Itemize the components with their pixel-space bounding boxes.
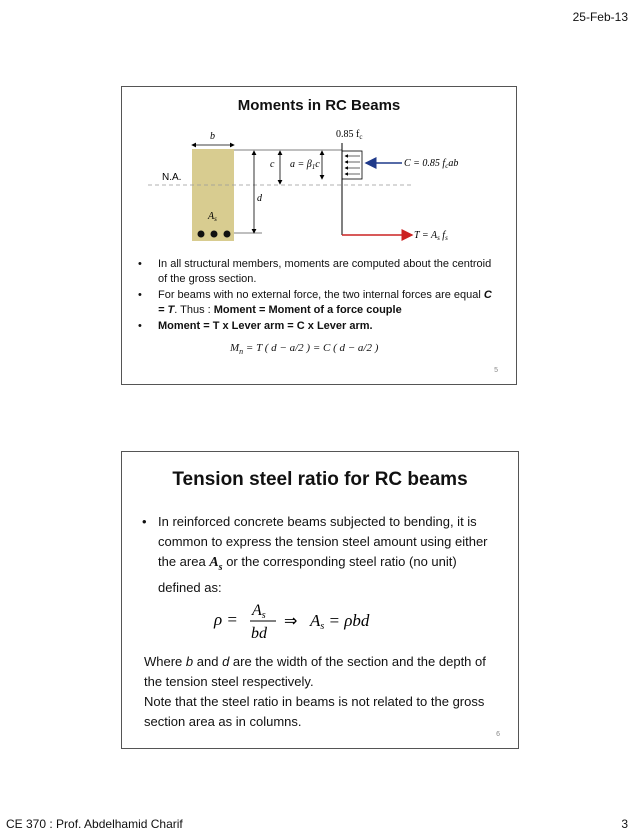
slide2-bullet: • In reinforced concrete beams subjected to bending, it is common to express the tension steel amount using either the area $A_s$ or the corresponding steel ratio (no unit) defined as:	[142, 514, 488, 595]
slide1-title: Moments in RC Beams	[237, 97, 401, 114]
svg-text:⇒: ⇒	[284, 611, 298, 630]
steel-ratio-formula	[212, 599, 432, 648]
fc-label: 0.85 $f_c$	[336, 129, 363, 141]
slide2-title: Tension steel ratio for RC beams	[172, 469, 468, 490]
stress-block	[342, 151, 362, 179]
slide-number: 6	[496, 731, 500, 738]
footer-course: CE 370 : Prof. Abdelhamid Charif	[6, 817, 183, 831]
slide-tension-steel-ratio	[121, 451, 519, 749]
list-item: • For beams with no external force, the two internal forces are equal C = T. Thus : Moment = Moment of a force couple	[138, 289, 492, 316]
a-label: $a = \beta_1c$	[290, 159, 320, 171]
slide-number: 5	[494, 367, 498, 374]
definition-text: Where b and d are the width of the section and the depth of the tension steel respectively.	[144, 654, 486, 689]
c-label: c	[270, 159, 275, 170]
beam-section-diagram	[122, 87, 516, 252]
c-force-label: C = 0.85 $f_cab$	[404, 158, 459, 170]
svg-text:As = ρbd: As = ρbd	[310, 611, 370, 632]
as-label: $A_s$	[208, 211, 217, 223]
moment-formula: $M_n = T$ ( d − a/2 ) = C ( d − a/2 )	[230, 342, 379, 357]
slide-moments-in-rc-beams	[121, 86, 517, 385]
footer-page-number: 3	[621, 817, 628, 831]
rebar	[198, 231, 205, 238]
na-label: N.A.	[162, 172, 182, 183]
t-force-label: $T = A_s$ $f_s$	[414, 230, 448, 242]
d-label: d	[257, 193, 262, 204]
rebar	[224, 231, 231, 238]
list-item: • Moment = T x Lever arm = C x Lever arm.	[138, 320, 373, 332]
note-text: Note that the steel ratio in beams is not related to the gross section area as in columns.	[144, 694, 485, 729]
list-item: • In all structural members, moments are computed about the centroid of the gross section.	[138, 258, 492, 285]
beam-section	[192, 149, 234, 241]
svg-text:ρ =: ρ =	[214, 610, 238, 629]
rebar	[211, 231, 218, 238]
b-label: b	[210, 131, 215, 142]
page-date: 25-Feb-13	[572, 10, 628, 24]
svg-text:bd: bd	[251, 625, 267, 642]
slide2-paragraph	[144, 652, 494, 732]
slide1-bullet-list	[136, 257, 496, 335]
svg-text:As: As	[252, 602, 266, 621]
